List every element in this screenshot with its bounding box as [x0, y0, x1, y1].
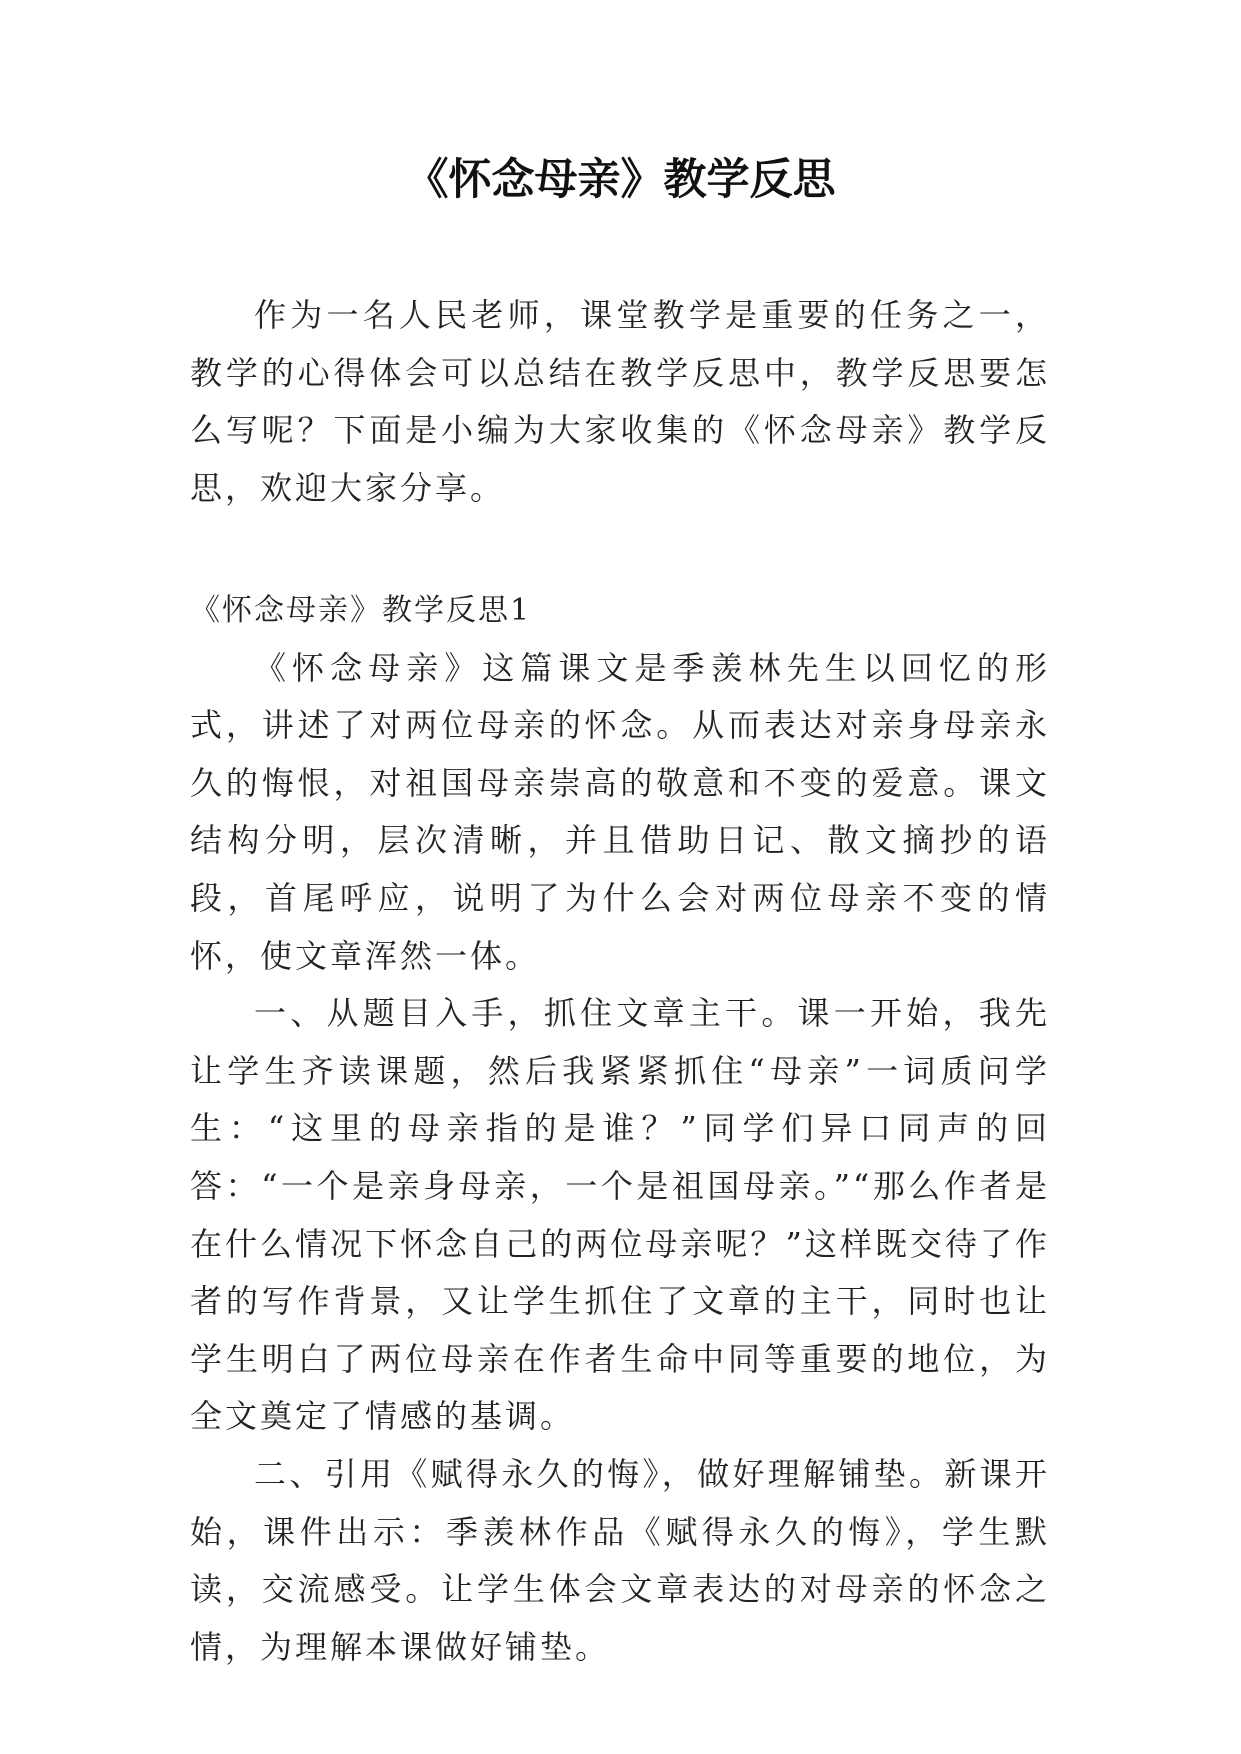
intro-block [190, 287, 1050, 517]
body-paragraph-3: 二、引用《赋得永久的悔》，做好理解铺垫。新课开始，课件出示：季羡林作品《赋得永久的悔》，学生默读，交流感受。让学生体会文章表达的对母亲的怀念之情，为理解本课做好铺垫。 [190, 1454, 1050, 1666]
document-title: 《怀念母亲》教学反思 [405, 155, 836, 205]
body-paragraph-1: 《怀念母亲》这篇课文是季羡林先生以回忆的形式，讲述了对两位母亲的怀念。从而表达对亲身母亲永久的悔恨，对祖国母亲崇高的敬意和不变的爱意。课文结构分明，层次清晰，并且借助日记、散文摘抄的语段，首尾呼应，说明了为什么会对两位母亲不变的情怀，使文章浑然一体。 [190, 648, 1050, 975]
intro-paragraph: 作为一名人民老师，课堂教学是重要的任务之一，教学的心得体会可以总结在教学反思中，教学反思要怎么写呢？下面是小编为大家收集的《怀念母亲》教学反思，欢迎大家分享。 [190, 296, 1050, 507]
section-1 [190, 582, 1050, 1676]
body-paragraph-2: 一、从题目入手，抓住文章主干。课一开始，我先让学生齐读课题，然后我紧紧抓住“母亲”一词质问学生：“这里的母亲指的是谁？”同学们异口同声的回答：“一个是亲身母亲，一个是祖国母亲。”“那么作者是在什么情况下怀念自己的两位母亲呢？”这样既交待了作者的写作背景，又让学生抓住了文章的主干，同时也让学生明白了两位母亲在作者生命中同等重要的地位，为全文奠定了情感的基调。 [190, 994, 1050, 1436]
section-heading: 《怀念母亲》教学反思1 [190, 593, 532, 628]
